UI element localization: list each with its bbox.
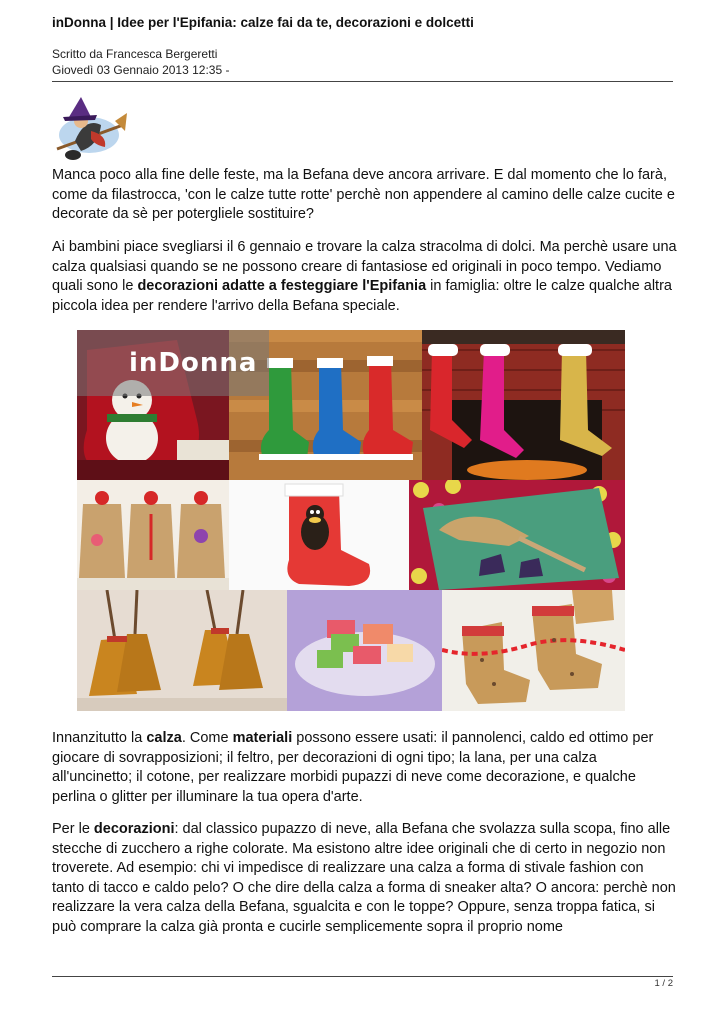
p4-text-c: : dal classico pupazzo di neve, alla Befana che svolazza sulla scopa, fino alle stecche di zucchero a righe colorate. Ma esistono altre idee originali che di certo in negozio non troverete. Ad esempio: chi vi impedisce di realizzare una calza a forma di stivale fashion con tanto di tacco e caldo pelo? O che dire della calza a forma di sneaker alta? O ancora: perchè non realizzare la vera calza della Befana, sgualcita e con le toppe? Oppure, senza troppa fatica, si può comprare la calza già pronta e cucirle semplicemente sopra il proprio nome [52, 821, 676, 935]
mini-brooms-photo [77, 590, 287, 711]
page-number: 1 / 2 [654, 978, 673, 989]
watermark-text: inDonna [129, 348, 258, 378]
p3-bold-calza: calza [146, 730, 182, 746]
second-paragraph [52, 238, 677, 316]
p4-bold-decorazioni: decorazioni [93, 821, 175, 837]
candy-plate-photo [287, 590, 442, 711]
article-meta [52, 46, 229, 78]
p3-text-a: Innanzitutto la [52, 730, 147, 746]
decorations-collage [77, 330, 625, 711]
header-divider [52, 81, 673, 82]
footer-divider [52, 976, 673, 977]
p3-bold-materiali: materiali [232, 730, 293, 746]
author-line: Scritto da Francesca Bergeretti [52, 47, 218, 61]
third-paragraph [52, 729, 677, 807]
p4-text-a: Per le [52, 821, 94, 837]
fourth-paragraph [52, 820, 677, 937]
date-line: Giovedì 03 Gennaio 2013 12:35 - [52, 63, 230, 77]
p3-text-c: . Come [181, 730, 233, 746]
p3-text-e: possono essere usati: il pannolenci, caldo ed ottimo per giocare di sovrapposizioni; il feltro, per decorazioni di ogni tipo; la lana, per una calza all'uncinetto; il cotone, per realizzare morbidi pupazzi di neve come decorazione, e qualche perlina o glitter per illuminare la tua opera d'arte. [52, 730, 654, 805]
intro-paragraph: Manca poco alla fine delle feste, ma la Befana deve ancora arrivare. E dal momento che lo farà, come da filastrocca, 'con le calze tutte rotte' perchè non appendere al camino delle calze cucite e decorate da sè per potergliele sostituire? [52, 167, 675, 222]
befana-witch-image [51, 95, 127, 165]
article-title: inDonna | Idee per l'Epifania: calze fai da te, decorazioni e dolcetti [52, 15, 474, 30]
fireplace-boots-photo [422, 330, 625, 480]
candy-bags-photo [77, 480, 229, 590]
stocking-cookies-photo [442, 590, 625, 711]
p2-text-a: Ai bambini piace svegliarsi il 6 gennaio e trovare la calza stracolma di dolci. Ma perchè usare una calza qualsiasi quando se ne possono creare di fantasiose ed originali in poco tempo. Vediamo quali sono le [52, 239, 677, 294]
broom-card-photo [409, 480, 625, 590]
p2-text-c: in famiglia: oltre le calze qualche altra piccola idea per rendere l'arrivo della Befana speciale. [52, 278, 672, 314]
p2-bold-text: decorazioni adatte a festeggiare l'Epifania [137, 278, 427, 294]
bird-stocking-photo [229, 480, 409, 590]
